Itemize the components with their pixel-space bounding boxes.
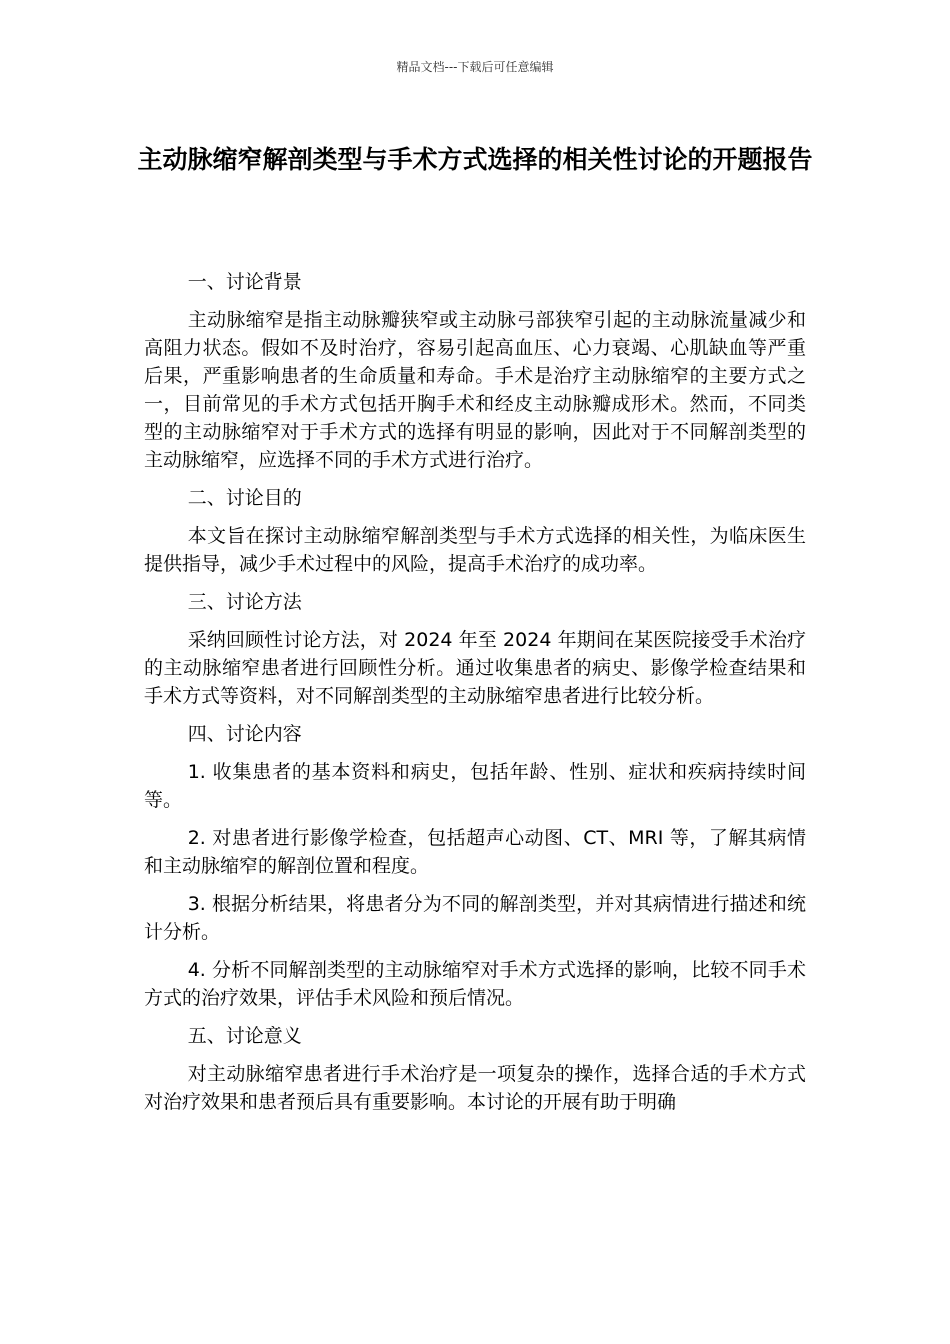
section-heading: 二、讨论目的	[187, 487, 302, 509]
paragraph: 对主动脉缩窄患者进行手术治疗是一项复杂的操作，选择合适的手术方式对治疗效果和患者预后具有重要影响。本讨论的开展有助于明确	[144, 1063, 806, 1113]
document-body	[144, 268, 806, 1126]
section-heading: 三、讨论方法	[187, 591, 302, 613]
paragraph: 本文旨在探讨主动脉缩窄解剖类型与手术方式选择的相关性，为临床医生提供指导，减少手术过程中的风险，提高手术治疗的成功率。	[144, 525, 806, 575]
section-heading: 四、讨论内容	[187, 723, 302, 745]
list-item: 3. 根据分析结果，将患者分为不同的解剖类型，并对其病情进行描述和统计分析。	[144, 893, 806, 943]
header-note: 精品文档---下载后可任意编辑	[396, 60, 554, 74]
list-item: 1. 收集患者的基本资料和病史，包括年龄、性别、症状和疾病持续时间等。	[144, 761, 806, 811]
section-heading: 五、讨论意义	[187, 1025, 302, 1047]
list-item: 4. 分析不同解剖类型的主动脉缩窄对手术方式选择的影响，比较不同手术方式的治疗效果，评估手术风险和预后情况。	[144, 959, 806, 1009]
paragraph: 主动脉缩窄是指主动脉瓣狭窄或主动脉弓部狭窄引起的主动脉流量减少和高阻力状态。假如不及时治疗，容易引起高血压、心力衰竭、心肌缺血等严重后果，严重影响患者的生命质量和寿命。手术是治疗主动脉缩窄的主要方式之一，目前常见的手术方式包括开胸手术和经皮主动脉瓣成形术。然而，不同类型的主动脉缩窄对于手术方式的选择有明显的影响，因此对于不同解剖类型的主动脉缩窄，应选择不同的手术方式进行治疗。	[144, 309, 806, 471]
list-item: 2. 对患者进行影像学检查，包括超声心动图、CT、MRI 等，了解其病情和主动脉缩窄的解剖位置和程度。	[144, 827, 806, 877]
section-heading: 一、讨论背景	[187, 271, 302, 293]
paragraph: 采纳回顾性讨论方法，对 2024 年至 2024 年期间在某医院接受手术治疗的主动脉缩窄患者进行回顾性分析。通过收集患者的病史、影像学检查结果和手术方式等资料，对不同解剖类型的主动脉缩窄患者进行比较分析。	[144, 629, 806, 707]
document-title: 主动脉缩窄解剖类型与手术方式选择的相关性讨论的开题报告	[137, 145, 813, 174]
